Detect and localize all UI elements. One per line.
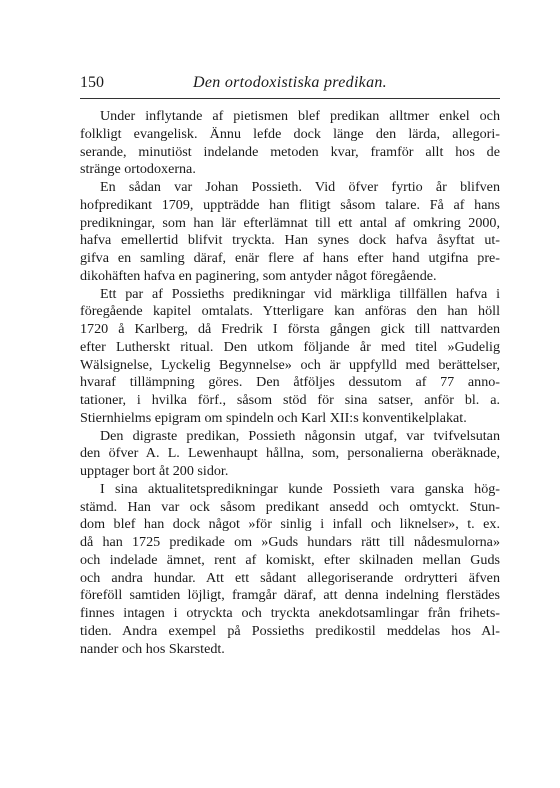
page-header [80,72,500,94]
text-line: hafva emellertid blifvit tryckta. Han synes dock hafva åsyftat ut- [80,232,500,249]
text-line: folkligt evangelisk. Ännu lefde dock länge den lärda, allegori- [80,125,500,142]
text-line: Ett par af Possieths predikningar vid märkliga tillfällen hafva i [100,285,500,302]
text-line: och indelade ämnet, rent af komiskt, efter skilnaden mellan Guds [80,551,500,568]
text-line: En sådan var Johan Possieth. Vid öfver fyrtio år blifven [100,179,500,195]
text-line: och andra hundar. Att ett sådant allegoriserande ordrytteri äfven [80,569,500,586]
text-line: nander och hos Skarstedt. [80,640,225,657]
text-line: I sina aktualitetspredikningar kunde Possieth vara ganska hög- [100,480,500,497]
text-line: stränge ortodoxerna. [80,161,196,178]
text-line: då han 1725 predikade om »Guds hundars rätt till nådesmulorna» [80,534,500,550]
text-line: Den digraste predikan, Possieth någonsin utgaf, var tvifvelsutan [100,427,500,444]
text-line: predikningar, som han lär efterlämnat till ett antal af omkring 2000, [80,214,500,231]
text-line: föregående kapitel omtalats. Ytterligare kan anföras den han höll [80,303,500,320]
text-line: gifva en samling däraf, enär flere af hans efter hand utgifna pre- [80,250,500,266]
text-line: tiden. Andra exempel på Possieths predikostil meddelas hos Al- [80,622,500,639]
text-line: dom blef han dock något »för sinlig i infall och liknelser», t. ex. [80,516,500,533]
text-line: Under inflytande af pietismen blef predikan alltmer enkel och [100,108,500,124]
text-line: Wälsignelse, Lyckelig Begynnelse» och är uppfylld med berättelser, [80,356,500,373]
text-line: serande, minutiöst indelande metoden kvar, framför allt hos de [80,143,500,160]
text-line: den öfver A. L. Lewenhaupt hållna, som, personalierna oberäknade, [80,445,500,462]
text-line: dikohäften hafva en paginering, som antyder något föregående. [80,267,437,284]
text-line: tationer, i hvilka förf., såsom stöd för sina satser, anför bl. a. [80,392,500,408]
body-text [80,108,500,658]
text-line: finnes intagen i otryckta och tryckta anekdotsamlingar från frihets- [80,605,500,621]
text-line: upptager bort åt 200 sidor. [80,463,229,479]
text-line: hofpredikant 1709, uppträdde han flitigt såsom talare. Få af hans [80,196,500,213]
text-line: 1720 å Karlberg, då Fredrik I första gången gick till nattvarden [80,321,500,337]
header-rule [80,98,500,99]
text-line: stämd. Han var ock såsom predikant ansedd och omtyckt. Stun- [80,498,500,515]
text-line: föreföll samtiden löjligt, framgår däraf, att denna indelning flerstädes [80,587,500,604]
page-number: 150 [80,74,104,91]
text-line: hvaraf tillämpning göres. Den åtföljes dessutom af 77 anno- [80,374,500,391]
text-line: efter Lutherskt ritual. Den utkom följande år med titel »Gudelig [80,338,500,355]
text-line: Stiernhielms epigram om spindeln och Karl XII:s konventikelplakat. [80,409,467,426]
running-title: Den ortodoxistiska predikan. [192,74,387,91]
